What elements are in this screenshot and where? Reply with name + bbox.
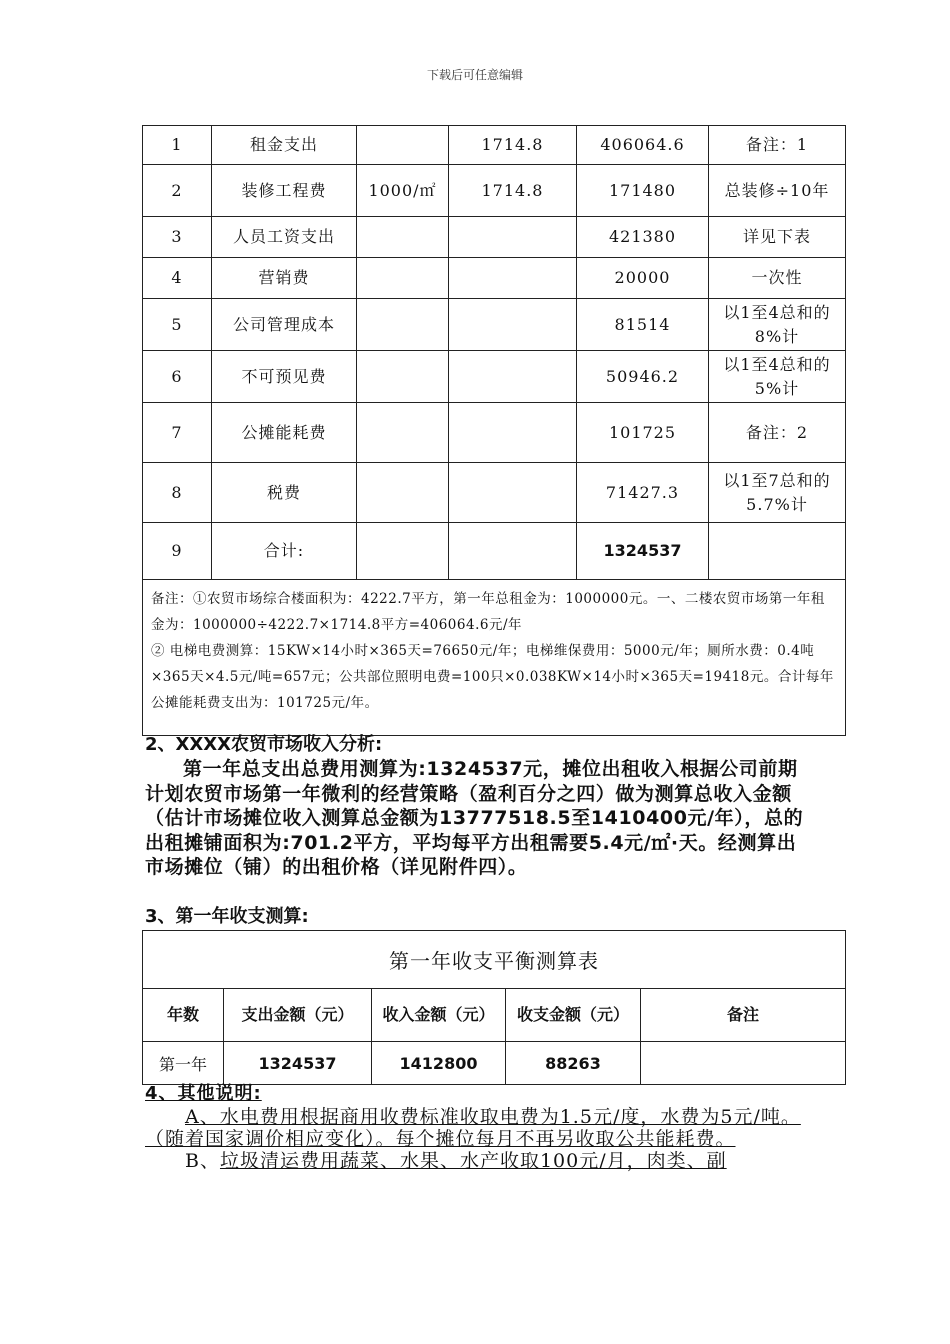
cell-amount: 1324537	[577, 523, 709, 580]
cell-no: 8	[143, 463, 212, 523]
section-3-heading: 3、第一年收支测算:	[145, 906, 309, 927]
table-row	[143, 126, 846, 165]
cell-area	[449, 258, 577, 299]
cell-area	[449, 351, 577, 403]
cell-amount: 81514	[577, 299, 709, 351]
cell-item: 公摊能耗费	[212, 403, 357, 463]
cell-area	[449, 217, 577, 258]
table-row	[143, 217, 846, 258]
cell-unit-price: 1000/㎡	[357, 165, 449, 217]
cell-remark: 详见下表	[709, 217, 846, 258]
table-row	[143, 523, 846, 580]
cell-amount: 50946.2	[577, 351, 709, 403]
section-3	[145, 905, 810, 929]
header-expense: 支出金额（元）	[224, 989, 372, 1042]
cell-area	[449, 403, 577, 463]
cell-unit-price	[357, 217, 449, 258]
cell-area	[449, 299, 577, 351]
section-4-item-a: A、水电费用根据商用收费标准收取电费为1.5元/度，水费为5元/吨。（随着国家调价相应变化）。每个摊位每月不再另收取公共能耗费。	[145, 1106, 801, 1150]
cell-unit-price	[357, 258, 449, 299]
header-remark: 备注	[641, 989, 846, 1042]
table-row	[143, 1042, 846, 1085]
cell-unit-price	[357, 403, 449, 463]
cell-unit-price	[357, 351, 449, 403]
table-row	[143, 258, 846, 299]
cell-item: 装修工程费	[212, 165, 357, 217]
cell-amount: 171480	[577, 165, 709, 217]
cell-no: 1	[143, 126, 212, 165]
balance-table	[142, 930, 846, 1085]
cost-table	[142, 125, 846, 736]
cell-area	[449, 463, 577, 523]
cell-remark: 以1至4总和的5%计	[709, 351, 846, 403]
cell-amount: 20000	[577, 258, 709, 299]
note-1: 备注：①农贸市场综合楼面积为：4222.7平方，第一年总租金为：1000000元。一、二楼农贸市场第一年租金为：1000000÷4222.7×1714.8平方=406064.6元/年	[151, 591, 825, 633]
cell-no: 3	[143, 217, 212, 258]
table-row	[143, 403, 846, 463]
cell-no: 4	[143, 258, 212, 299]
header-year: 年数	[143, 989, 224, 1042]
cell-amount: 71427.3	[577, 463, 709, 523]
table-row	[143, 299, 846, 351]
cell-year: 第一年	[143, 1042, 224, 1085]
cell-unit-price	[357, 523, 449, 580]
section-4-item-b-line	[145, 1150, 810, 1172]
section-2-heading: 2、XXXX农贸市场收入分析:	[145, 734, 383, 755]
cell-unit-price	[357, 463, 449, 523]
cell-no: 9	[143, 523, 212, 580]
cell-amount: 406064.6	[577, 126, 709, 165]
cost-table-notes	[143, 580, 846, 736]
section-4-item-b: 垃圾清运费用蔬菜、水果、水产收取100元/月，肉类、副	[219, 1150, 727, 1172]
cell-item: 公司管理成本	[212, 299, 357, 351]
cell-remark: 备注：2	[709, 403, 846, 463]
cell-area	[449, 523, 577, 580]
header-balance: 收支金额（元）	[506, 989, 641, 1042]
cell-remark	[709, 523, 846, 580]
note-2: ② 电梯电费测算：15KW×14小时×365天=76650元/年；电梯维保费用：5000元/年；厕所水费：0.4吨×365天×4.5元/吨=657元；公共部位照明电费=100只×0.038KW×14小时×365天=19418元。合计每年公摊能耗费支出为：101725元/年。	[151, 643, 834, 711]
cell-expense: 1324537	[224, 1042, 372, 1085]
header-note: 下载后可任意编辑	[426, 68, 523, 82]
table-row	[143, 351, 846, 403]
cell-no: 6	[143, 351, 212, 403]
cell-no: 7	[143, 403, 212, 463]
cell-remark: 总装修÷10年	[709, 165, 846, 217]
cell-item: 不可预见费	[212, 351, 357, 403]
cell-remark: 以1至7总和的5.7%计	[709, 463, 846, 523]
header-income: 收入金额（元）	[372, 989, 506, 1042]
cell-unit-price	[357, 299, 449, 351]
cell-unit-price	[357, 126, 449, 165]
cell-amount: 421380	[577, 217, 709, 258]
cell-balance: 88263	[506, 1042, 641, 1085]
cell-area: 1714.8	[449, 126, 577, 165]
cell-item: 税费	[212, 463, 357, 523]
section-2-paragraph: 第一年总支出总费用测算为:1324537元，摊位出租收入根据公司前期计划农贸市场第一年微利的经营策略（盈利百分之四）做为测算总收入金额（估计市场摊位收入测算总金额为13777518.5至1410400元/年），总的出租摊铺面积为:701.2平方，平均每平方出租需要5.4元/㎡·天。经测算出市场摊位（铺）的出租价格（详见附件四）。	[145, 758, 804, 878]
cell-no: 5	[143, 299, 212, 351]
table-row	[143, 463, 846, 523]
cell-amount: 101725	[577, 403, 709, 463]
cell-area: 1714.8	[449, 165, 577, 217]
table-row	[143, 165, 846, 217]
section-4-heading: 4、其他说明:	[145, 1083, 262, 1104]
section-4	[145, 1082, 810, 1172]
cell-item: 租金支出	[212, 126, 357, 165]
cell-no: 2	[143, 165, 212, 217]
section-2	[145, 733, 810, 880]
cell-income: 1412800	[372, 1042, 506, 1085]
balance-table-title: 第一年收支平衡测算表	[143, 931, 846, 989]
cell-remark: 以1至4总和的8%计	[709, 299, 846, 351]
cell-remark: 一次性	[709, 258, 846, 299]
cell-remark	[641, 1042, 846, 1085]
cell-item: 合计:	[212, 523, 357, 580]
section-4-item-b-prefix: B、	[185, 1150, 220, 1172]
cell-remark: 备注：1	[709, 126, 846, 165]
cell-item: 营销费	[212, 258, 357, 299]
cell-item: 人员工资支出	[212, 217, 357, 258]
